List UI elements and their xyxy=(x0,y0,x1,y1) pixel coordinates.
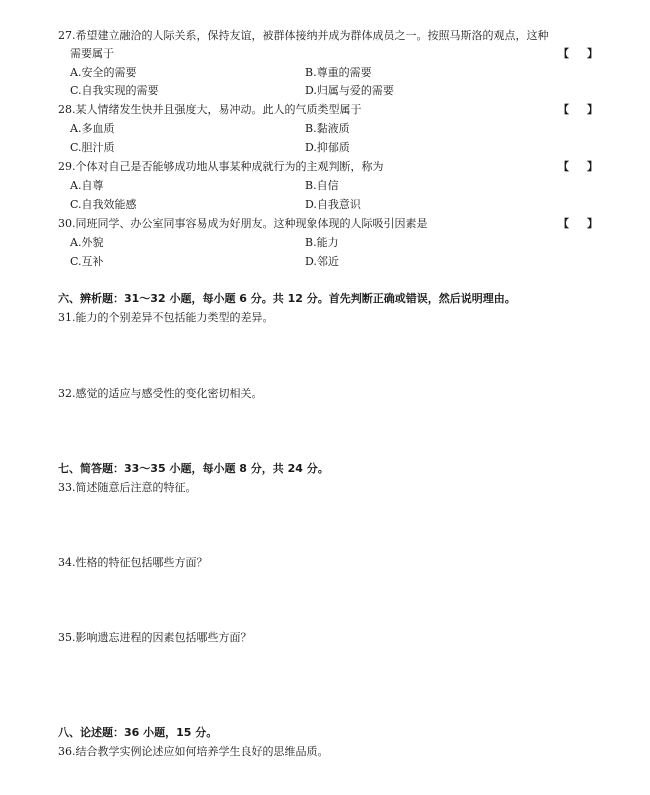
bracket-open: 【 xyxy=(558,103,569,116)
bracket-open: 【 xyxy=(558,160,569,173)
question-31: 31.能力的个别差异不包括能力类型的差异。 xyxy=(58,311,274,324)
question-27-option-a: A.安全的需要 xyxy=(70,66,137,79)
question-30-option-d: D.邻近 xyxy=(305,255,339,268)
question-30-option-b: B.能力 xyxy=(305,236,339,249)
bracket-close: 】 xyxy=(587,47,598,60)
question-28-option-d: D.抑郁质 xyxy=(305,141,350,154)
question-36: 36.结合教学实例论述应如何培养学生良好的思维品质。 xyxy=(58,745,329,758)
question-29-answer-bracket xyxy=(558,160,598,174)
section-6-heading: 六、辨析题：31～32 小题，每小题 6 分。共 12 分。首先判断正确或错误，然后说明理由。 xyxy=(58,292,516,305)
question-30-option-c: C.互补 xyxy=(70,255,104,268)
question-32: 32.感觉的适应与感受性的变化密切相关。 xyxy=(58,387,263,400)
question-29-option-b: B.自信 xyxy=(305,179,339,192)
question-30-stem: 30.同班同学、办公室同事容易成为好朋友。这种现象体现的人际吸引因素是 xyxy=(58,217,428,230)
question-29-option-c: C.自我效能感 xyxy=(70,198,137,211)
question-29-stem: 29.个体对自己是否能够成功地从事某种成就行为的主观判断，称为 xyxy=(58,160,384,173)
question-27-answer-bracket xyxy=(558,47,598,61)
question-29-option-d: D.自我意识 xyxy=(305,198,361,211)
question-27-stem-continued: 需要属于 xyxy=(70,47,114,60)
question-35: 35.影响遗忘进程的因素包括哪些方面？ xyxy=(58,631,252,644)
bracket-open: 【 xyxy=(558,217,569,230)
bracket-open: 【 xyxy=(558,47,569,60)
section-8-heading: 八、论述题：36 小题，15 分。 xyxy=(58,726,218,739)
question-28-answer-bracket xyxy=(558,103,598,117)
question-27-option-c: C.自我实现的需要 xyxy=(70,84,159,97)
question-27-option-d: D.归属与爱的需要 xyxy=(305,84,394,97)
question-29-option-a: A.自尊 xyxy=(70,179,104,192)
question-28-stem: 28.某人情绪发生快并且强度大，易冲动。此人的气质类型属于 xyxy=(58,103,362,116)
question-27-option-b: B.尊重的需要 xyxy=(305,66,372,79)
question-34: 34.性格的特征包括哪些方面？ xyxy=(58,556,208,569)
question-28-option-a: A.多血质 xyxy=(70,122,115,135)
question-28-option-b: B.黏液质 xyxy=(305,122,350,135)
bracket-close: 】 xyxy=(587,103,598,116)
question-33: 33.简述随意后注意的特征。 xyxy=(58,481,197,494)
question-27-stem: 27.希望建立融洽的人际关系，保持友谊，被群体接纳并成为群体成员之一。按照马斯洛的观点，这种 xyxy=(58,29,549,42)
question-30-answer-bracket xyxy=(558,217,598,231)
question-28-option-c: C.胆汁质 xyxy=(70,141,115,154)
question-30-option-a: A.外貌 xyxy=(70,236,104,249)
bracket-close: 】 xyxy=(587,217,598,230)
bracket-close: 】 xyxy=(587,160,598,173)
section-7-heading: 七、简答题：33～35 小题，每小题 8 分，共 24 分。 xyxy=(58,462,329,475)
